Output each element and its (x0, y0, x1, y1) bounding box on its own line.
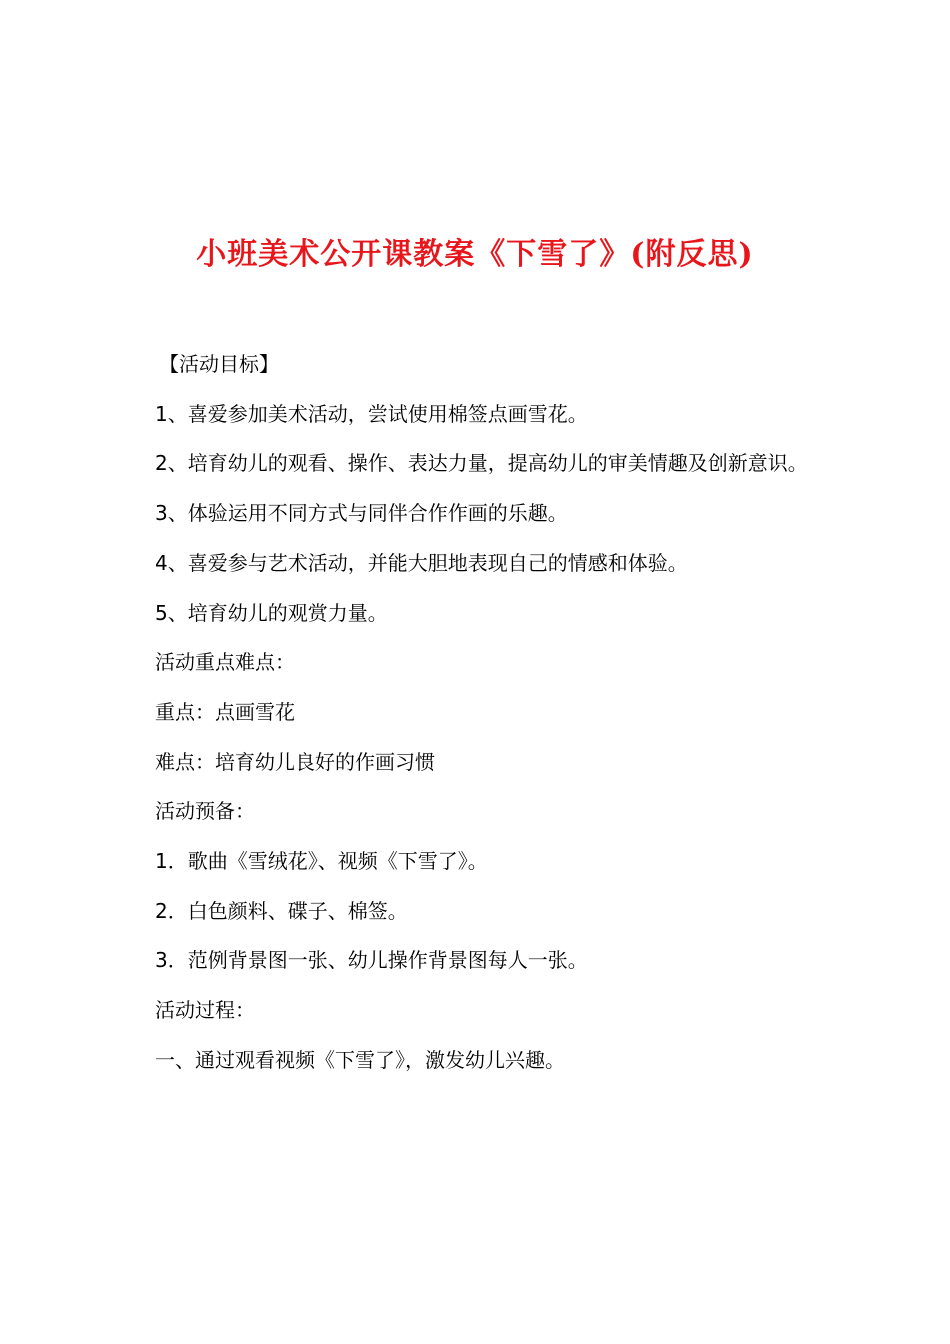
difficult-point: 难点：培育幼儿良好的作画习惯 (155, 749, 435, 774)
preparation-item-2: 2．白色颜料、碟子、棉签。 (155, 898, 408, 923)
goal-item-5: 5、培育幼儿的观赏力量。 (155, 600, 388, 625)
section-heading-key-points: 活动重点难点： (155, 650, 295, 675)
process-step-1: 一、通过观看视频《下雪了》，激发幼儿兴趣。 (155, 1047, 565, 1072)
section-heading-preparation: 活动预备： (155, 799, 255, 824)
preparation-item-3: 3．范例背景图一张、幼儿操作背景图每人一张。 (155, 948, 588, 973)
section-heading-activity-goals: 【活动目标】 (159, 352, 279, 376)
goal-item-3: 3、体验运用不同方式与同伴合作作画的乐趣。 (155, 501, 568, 526)
section-heading-process: 活动过程： (155, 998, 255, 1023)
document-title: 小班美术公开课教案《下雪了》(附反思) (196, 237, 754, 273)
goal-item-4: 4、喜爱参与艺术活动，并能大胆地表现自己的情感和体验。 (155, 550, 688, 575)
goal-item-2: 2、培育幼儿的观看、操作、表达力量，提高幼儿的审美情趣及创新意识。 (155, 451, 808, 476)
preparation-item-1: 1．歌曲《雪绒花》、视频《下雪了》。 (155, 849, 488, 874)
document-body (126, 340, 838, 1086)
goal-item-1: 1、喜爱参加美术活动，尝试使用棉签点画雪花。 (155, 401, 588, 426)
key-point: 重点：点画雪花 (155, 699, 295, 724)
